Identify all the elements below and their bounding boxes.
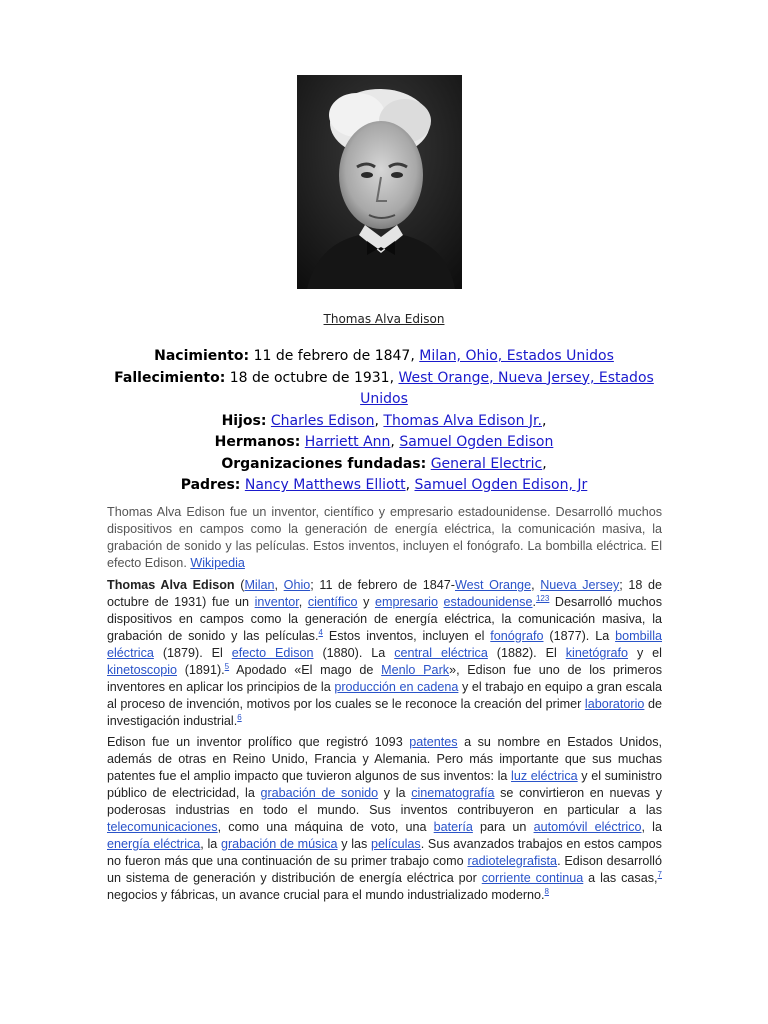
text: . Sus avanzados trabajos en estos campos no fueron más que una continuación de su primer trabajo como bbox=[107, 837, 662, 868]
organizations-row: Organizaciones fundadas: General Electric, bbox=[221, 455, 547, 472]
link-radiotelegrafista[interactable]: radiotelegrafista bbox=[467, 854, 558, 868]
reference-link[interactable]: 123 bbox=[535, 593, 550, 603]
link-cinematografia[interactable]: cinematografía bbox=[411, 786, 495, 800]
text: y el trabajo en equipo a gran escala al proceso de invención, motivos por los cuales se le reconoce la creación del primer bbox=[107, 680, 662, 711]
text: », Edison fue uno de los primeros inventores en aplicar los principios de la bbox=[107, 663, 662, 694]
text: (1877). La bbox=[543, 629, 616, 643]
text: , la bbox=[200, 837, 221, 851]
link-ohio[interactable]: Ohio bbox=[283, 578, 311, 592]
parent-link-1[interactable]: Nancy Matthews Elliott bbox=[244, 477, 406, 493]
organization-link-1[interactable]: General Electric bbox=[430, 455, 543, 472]
link-laboratorio[interactable]: laboratorio bbox=[584, 697, 645, 711]
article-subject-name: Thomas Alva Edison bbox=[107, 578, 235, 592]
link-produccion-en-cadena[interactable]: producción en cadena bbox=[334, 680, 459, 694]
portrait-caption: Thomas Alva Edison bbox=[323, 312, 445, 326]
birth-row bbox=[96, 346, 672, 368]
siblings-label: Hermanos: bbox=[214, 434, 301, 450]
parent-link-2[interactable]: Samuel Ogden Edison, Jr bbox=[414, 477, 588, 493]
text: (1879). El bbox=[153, 646, 232, 660]
text: ; 11 de febrero de 1847- bbox=[310, 578, 455, 592]
link-grabacion-de-musica[interactable]: grabación de música bbox=[220, 837, 338, 851]
text: a las casas, bbox=[583, 871, 658, 885]
summary-text: Thomas Alva Edison fue un inventor, científico y empresario estadounidense. Desarrolló muchos dispositivos en campos como la generación de energía eléctrica, la comunicación masiva, la grabación de sonido y las películas. Estos inventos, incluyen el fonógrafo. La bombilla eléctrica. El efecto Edison. bbox=[107, 505, 662, 570]
article-paragraph-1: Thomas Alva Edison (Milan, Ohio; 11 de febrero de 1847-West Orange, Nueva Jersey; 18 de octubre de 1931) fue un inventor, científico y empresario estadounidense.$^{123}$ Desarrolló muchos dispositivos en campos como la generación de energía eléctrica, la comunicación masiva, la grabación de sonido y las películas.$^4$ Estos inventos, incluyen el fonógrafo (1877). La bombilla eléctrica (1879). El efecto Edison (1880). La central eléctrica (1882). El kinetógrafo y el kinetoscopio (1891).$^5$ Apodado «El mago de Menlo Park», Edison fue uno de los primeros inventores en aplicar los principios de la producción en cadena y el trabajo en equipo a gran escala al proceso de invención, motivos por los cuales se le reconoce la creación del primer laboratorio de investigación industrial.$^6$ bbox=[107, 578, 663, 728]
text: , como una máquina de voto, una bbox=[217, 820, 434, 834]
text: , bbox=[274, 578, 284, 592]
link-peliculas[interactable]: películas bbox=[371, 837, 421, 851]
link-telecomunicaciones[interactable]: telecomunicaciones bbox=[107, 820, 218, 834]
link-energia-electrica[interactable]: energía eléctrica bbox=[107, 837, 201, 851]
reference-link[interactable]: 6 bbox=[237, 712, 242, 722]
infobox bbox=[96, 346, 672, 497]
link-automovil-electrico[interactable]: automóvil eléctrico bbox=[533, 820, 642, 834]
text: y el suministro público de electricidad, la bbox=[107, 769, 663, 800]
edison-portrait-photo bbox=[297, 75, 462, 289]
link-bateria[interactable]: batería bbox=[433, 820, 473, 834]
link-cientifico[interactable]: científico bbox=[307, 595, 358, 609]
parents-row: Padres: Nancy Matthews Elliott, Samuel Ogden Edison, Jr bbox=[180, 477, 588, 493]
link-efecto-edison[interactable]: efecto Edison bbox=[231, 646, 314, 660]
death-date: 18 de octubre de 1931, bbox=[225, 369, 399, 386]
text: (1882). El bbox=[487, 646, 566, 660]
summary-paragraph bbox=[107, 504, 662, 572]
text: se convirtieron en nuevas y poderosas industrias en todo el mundo. Sus inventos contribuyeron en particular a las bbox=[107, 786, 662, 817]
link-kinetografo[interactable]: kinetógrafo bbox=[565, 646, 629, 660]
organizations-label: Organizaciones fundadas: bbox=[221, 455, 427, 472]
reference-link[interactable]: 5 bbox=[224, 661, 230, 671]
reference-link[interactable]: 7 bbox=[657, 869, 662, 879]
article-paragraph-2 bbox=[107, 734, 662, 904]
text: , la bbox=[641, 820, 662, 834]
death-label: Fallecimiento: bbox=[114, 369, 226, 386]
text: Apodado «El mago de bbox=[229, 663, 382, 677]
birth-place-link[interactable]: Milan, Ohio, Estados Unidos bbox=[419, 348, 614, 364]
text: (1880). La bbox=[313, 646, 395, 660]
wikipedia-source-link[interactable]: Wikipedia bbox=[190, 556, 245, 570]
text: y el bbox=[628, 646, 662, 660]
sibling-link-1[interactable]: Harriett Ann bbox=[304, 434, 391, 450]
text: Estos inventos, incluyen el bbox=[322, 629, 491, 643]
text: Edison fue un inventor prolífico que registró 1093 bbox=[107, 735, 410, 749]
text: a su nombre en Estados Unidos, además de otras en Reino Unido, Francia y Alemania. Pero más importante que sus muchas patentes fue el amplio impacto que tuvieron algunos de sus inventos: la bbox=[107, 735, 662, 783]
children-label: Hijos: bbox=[221, 412, 267, 429]
text: y bbox=[357, 595, 375, 609]
text: ; 18 de octubre de 1931) fue un bbox=[107, 578, 663, 609]
text: , bbox=[298, 595, 308, 609]
text: negocios y fábricas, un avance crucial para el mundo industrializado moderno. bbox=[107, 888, 545, 902]
text: ( bbox=[234, 578, 245, 592]
child-link-1[interactable]: Charles Edison bbox=[270, 412, 375, 429]
text: y la bbox=[378, 786, 412, 800]
death-place-link[interactable]: West Orange, Nueva Jersey, Estados Unidos bbox=[360, 369, 654, 407]
link-luz-electrica[interactable]: luz eléctrica bbox=[511, 769, 578, 783]
children-row: Hijos: Charles Edison, Thomas Alva Edison Jr., bbox=[221, 412, 547, 429]
link-menlo-park[interactable]: Menlo Park bbox=[381, 663, 450, 677]
text: , bbox=[531, 578, 541, 592]
reference-link[interactable]: 8 bbox=[544, 886, 549, 896]
link-kinetoscopio[interactable]: kinetoscopio bbox=[107, 663, 178, 677]
sibling-link-2[interactable]: Samuel Ogden Edison bbox=[399, 434, 554, 450]
siblings-row: Hermanos: Harriett Ann, Samuel Ogden Edison bbox=[214, 434, 554, 450]
text: de investigación industrial. bbox=[107, 697, 662, 728]
child-link-2[interactable]: Thomas Alva Edison Jr. bbox=[383, 412, 542, 429]
link-corriente-continua[interactable]: corriente continua bbox=[481, 871, 584, 885]
birth-label: Nacimiento: bbox=[154, 348, 250, 364]
text: . Edison desarrolló un sistema de generación y distribución de energía eléctrica por bbox=[107, 854, 662, 885]
link-bombilla-electrica[interactable]: bombilla eléctrica bbox=[107, 629, 662, 660]
link-estadounidense[interactable]: estadounidense bbox=[443, 595, 533, 609]
reference-link[interactable]: 4 bbox=[318, 627, 323, 637]
link-empresario[interactable]: empresario bbox=[374, 595, 438, 609]
text: Desarrolló muchos dispositivos en campos como la generación de energía eléctrica, la comunicación masiva, la grabación de sonido y las películas. bbox=[107, 595, 662, 643]
birth-date: 11 de febrero de 1847, bbox=[249, 348, 420, 364]
link-patentes[interactable]: patentes bbox=[409, 735, 458, 749]
link-nueva-jersey[interactable]: Nueva Jersey bbox=[540, 578, 620, 592]
link-milan[interactable]: Milan bbox=[244, 578, 275, 592]
death-row bbox=[96, 368, 672, 411]
text: para un bbox=[472, 820, 534, 834]
link-grabacion-de-sonido[interactable]: grabación de sonido bbox=[260, 786, 379, 800]
link-fonografo[interactable]: fonógrafo bbox=[490, 629, 544, 643]
text: y las bbox=[337, 837, 372, 851]
parents-label: Padres: bbox=[180, 477, 241, 493]
link-west-orange[interactable]: West Orange bbox=[455, 578, 532, 592]
link-inventor[interactable]: inventor bbox=[254, 595, 299, 609]
text: (1891). bbox=[177, 663, 225, 677]
link-central-electrica[interactable]: central eléctrica bbox=[394, 646, 488, 660]
